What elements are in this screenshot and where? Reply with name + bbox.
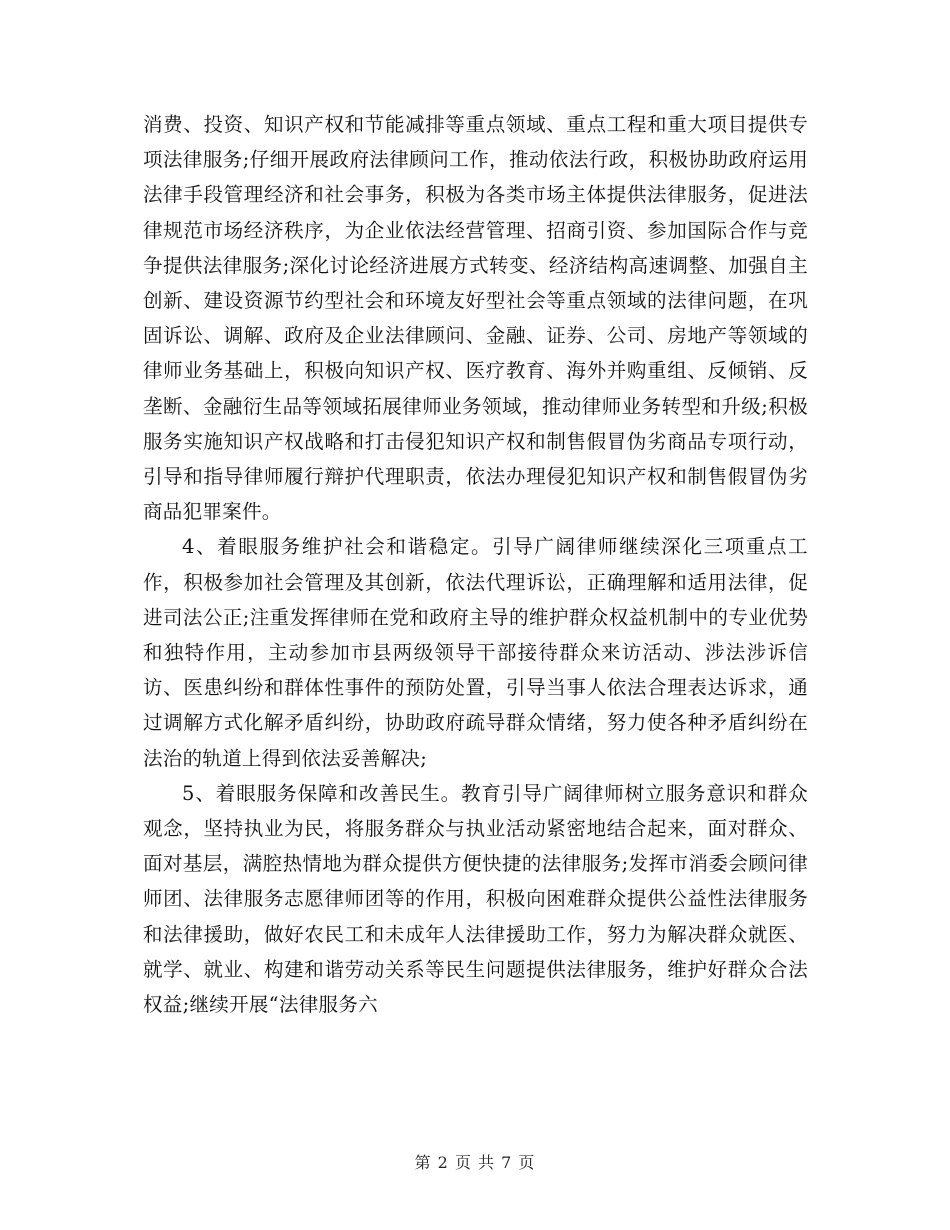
paragraph-continued: 消费、投资、知识产权和节能减排等重点领域、重点工程和重大项目提供专项法律服务;仔细开展政府法律顾问工作，推动依法行政，积极协助政府运用法律手段管理经济和社会事务，积极为各类市场主体提供法律服务，促进法律规范市场经济秩序，为企业依法经营管理、招商引资、参加国际合作与竞争提供法律服务;深化讨论经济进展方式转变、经济结构高速调整、加强自主创新、建设资源节约型社会和环境友好型社会等重点领域的法律问题，在巩固诉讼、调解、政府及企业法律顾问、金融、证券、公司、房地产等领域的律师业务基础上，积极向知识产权、医疗教育、海外并购重组、反倾销、反垄断、金融衍生品等领域拓展律师业务领域，推动律师业务转型和升级;积极服务实施知识产权战略和打击侵犯知识产权和制售假冒伪劣商品专项行动，引导和指导律师履行辩护代理职责，依法办理侵犯知识产权和制售假冒伪劣商品犯罪案件。 [143, 113, 808, 524]
paragraph-item-4: 4、着眼服务维护社会和谐稳定。引导广阔律师继续深化三项重点工作，积极参加社会管理及其创新，依法代理诉讼，正确理解和适用法律，促进司法公正;注重发挥律师在党和政府主导的维护群众权益机制中的专业优势和独特作用，主动参加市县两级领导干部接待群众来访活动、涉法涉诉信访、医患纠纷和群体性事件的预防处置，引导当事人依法合理表达诉求，通过调解方式化解矛盾纠纷，协助政府疏导群众情绪，努力使各种矛盾纠纷在法治的轨道上得到依法妥善解决; [143, 535, 808, 770]
document-body [143, 107, 808, 1022]
paragraph-item-5: 5、着眼服务保障和改善民生。教育引导广阔律师树立服务意识和群众观念，坚持执业为民，将服务群众与执业活动紧密地结合起来，面对群众、面对基层，满腔热情地为群众提供方便快捷的法律服务;发挥市消委会顾问律师团、法律服务志愿律师团等的作用，积极向困难群众提供公益性法律服务和法律援助，做好农民工和未成年人法律援助工作，努力为解决群众就医、就学、就业、构建和谐劳动关系等民生问题提供法律服务，维护好群众合法权益;继续开展“法律服务六 [143, 781, 808, 1017]
page-number-footer: 第 2 页 共 7 页 [414, 1153, 536, 1172]
